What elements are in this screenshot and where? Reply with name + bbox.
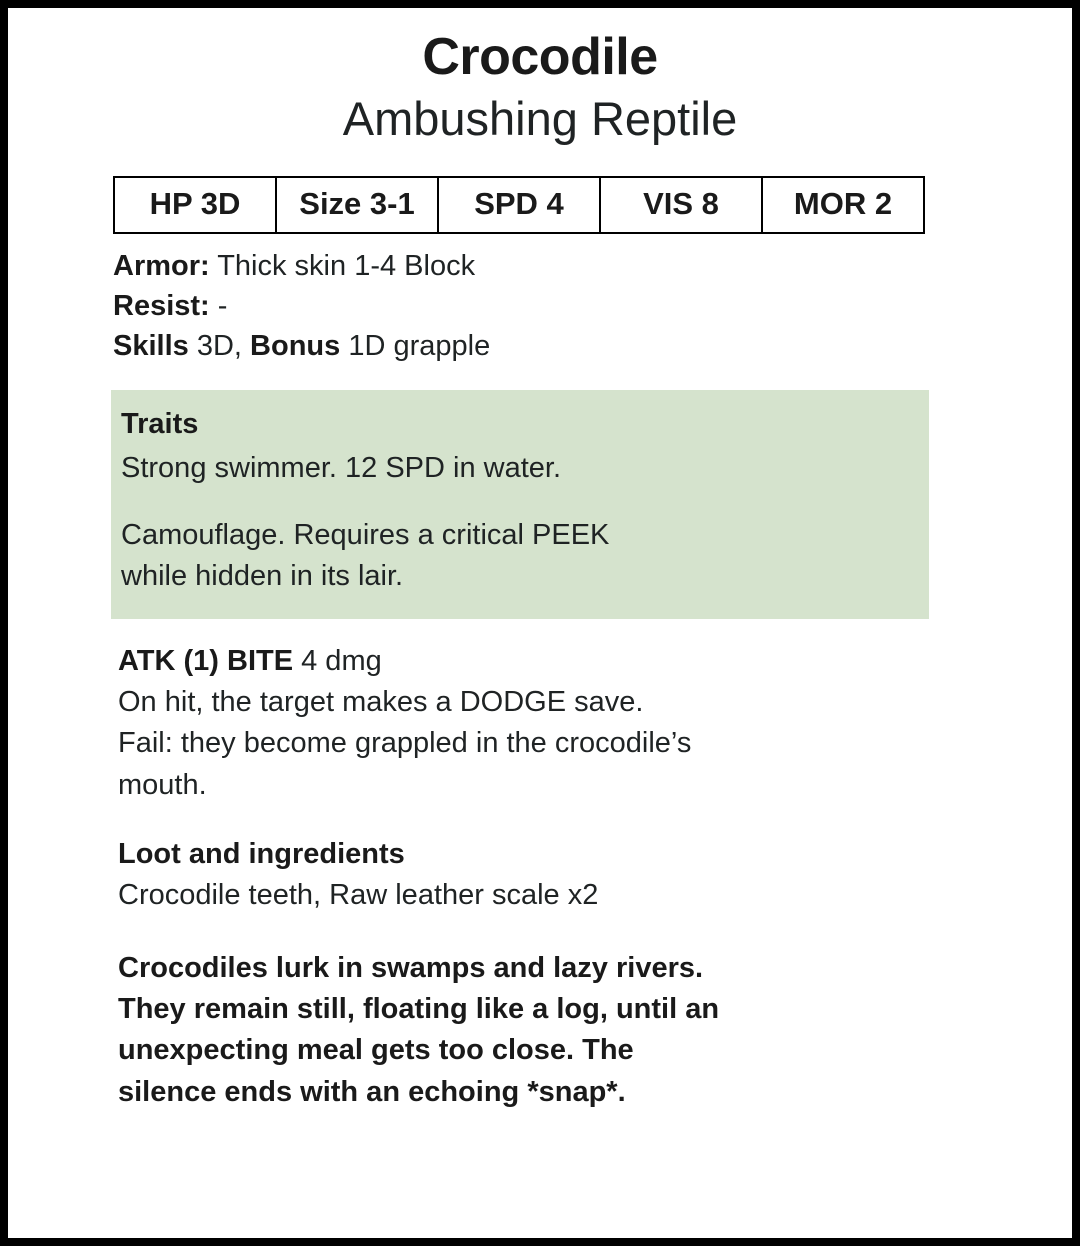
skills-value: 3D, <box>196 330 242 363</box>
armor-label: Armor: <box>113 250 210 283</box>
stat-cell-vis: VIS 8 <box>600 177 762 233</box>
attack-line: Fail: they become grappled in the crocodile’s <box>118 727 692 760</box>
skills-label: Skills <box>113 330 189 363</box>
armor-value: Thick skin 1-4 Block <box>217 250 476 283</box>
loot-heading: Loot and ingredients <box>118 837 405 870</box>
flavor-line: Crocodiles lurk in swamps and lazy rivers. <box>118 952 704 985</box>
armor-line <box>113 246 1072 286</box>
monster-stat-card <box>8 8 1072 1238</box>
attack-heading-line <box>118 641 948 682</box>
flavor-line: unexpecting meal gets too close. The <box>118 1034 634 1067</box>
table-row <box>114 177 924 233</box>
trait-entry: Strong swimmer. 12 SPD in water. <box>121 451 561 484</box>
traits-spacer <box>121 489 929 515</box>
bonus-value: 1D grapple <box>348 330 491 363</box>
flavor-line: They remain still, floating like a log, until an <box>118 993 720 1026</box>
attribute-list <box>113 246 1072 366</box>
card-title: Crocodile <box>422 28 658 86</box>
stat-cell-hp: HP 3D <box>114 177 276 233</box>
resist-label: Resist: <box>113 290 210 323</box>
attack-line: mouth. <box>118 768 207 801</box>
resist-line <box>113 286 1072 326</box>
loot-text: Crocodile teeth, Raw leather scale x2 <box>118 878 599 911</box>
attack-heading: ATK (1) BITE <box>118 645 294 678</box>
skills-line <box>113 326 1072 366</box>
stat-cell-size: Size 3-1 <box>276 177 438 233</box>
trait-entry: Camouflage. Requires a critical PEEK <box>121 518 610 551</box>
stat-block-table <box>113 176 925 234</box>
resist-value: - <box>217 290 228 323</box>
trait-entry: while hidden in its lair. <box>121 559 404 592</box>
traits-panel <box>111 390 929 619</box>
stat-cell-mor: MOR 2 <box>762 177 924 233</box>
traits-heading: Traits <box>121 408 199 441</box>
attack-line: On hit, the target makes a DODGE save. <box>118 686 644 719</box>
flavor-line: silence ends with an echoing *snap*. <box>118 1075 626 1108</box>
attack-damage: 4 dmg <box>301 645 382 678</box>
stat-cell-spd: SPD 4 <box>438 177 600 233</box>
bonus-label: Bonus <box>250 330 341 363</box>
attack-section <box>118 641 948 916</box>
flavor-text <box>118 948 958 1113</box>
card-subtitle: Ambushing Reptile <box>342 92 738 146</box>
